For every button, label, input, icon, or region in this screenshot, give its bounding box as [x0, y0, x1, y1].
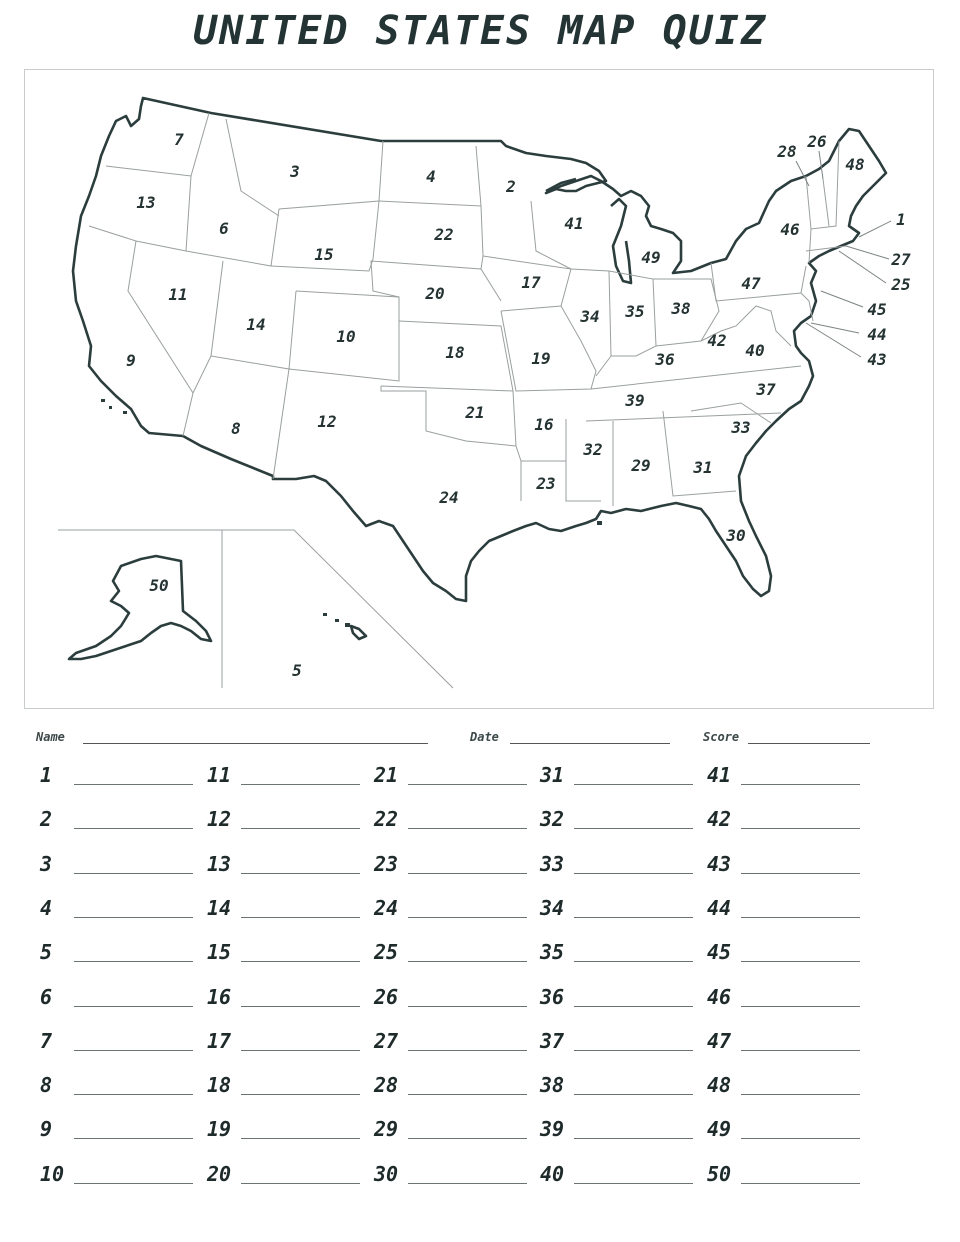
map-label: 31 [693, 458, 713, 477]
answer-number: 7 [40, 1029, 53, 1053]
answer-number: 26 [374, 985, 399, 1009]
answer-number: 6 [40, 985, 53, 1009]
answer-number: 39 [540, 1117, 565, 1141]
map-label: 12 [317, 412, 337, 431]
answer-blank[interactable] [241, 1050, 360, 1051]
answer-number: 20 [207, 1162, 232, 1186]
answer-blank[interactable] [574, 784, 693, 785]
answer-blank[interactable] [241, 1006, 360, 1007]
answer-number: 49 [707, 1117, 732, 1141]
map-label: 14 [246, 315, 266, 334]
answer-blank[interactable] [241, 1094, 360, 1095]
inset-divider [58, 530, 453, 688]
answer-blank[interactable] [241, 961, 360, 962]
map-label: 21 [465, 403, 485, 422]
quiz-title: UNITED STATES MAP QUIZ [193, 8, 767, 54]
answer-blank[interactable] [74, 1138, 193, 1139]
answer-blank[interactable] [574, 1183, 693, 1184]
answer-number: 11 [207, 763, 232, 787]
answer-blank[interactable] [241, 828, 360, 829]
answer-number: 46 [707, 985, 732, 1009]
answer-blank[interactable] [241, 784, 360, 785]
map-label: 3 [290, 162, 300, 181]
answer-blank[interactable] [741, 1050, 860, 1051]
answer-number: 30 [374, 1162, 399, 1186]
answer-number: 12 [207, 807, 232, 831]
map-label: 46 [780, 220, 800, 239]
answer-blank[interactable] [74, 1050, 193, 1051]
answer-number: 4 [40, 896, 53, 920]
map-label: 32 [583, 440, 603, 459]
answer-number: 42 [707, 807, 732, 831]
map-label: 29 [631, 456, 651, 475]
answer-blank[interactable] [408, 917, 527, 918]
date-label: Date [470, 730, 499, 744]
answer-blank[interactable] [741, 1094, 860, 1095]
map-label: 22 [434, 225, 454, 244]
answer-blank[interactable] [574, 873, 693, 874]
answer-number: 37 [540, 1029, 565, 1053]
map-label: 25 [891, 275, 911, 294]
answer-blank[interactable] [408, 1094, 527, 1095]
answer-number: 27 [374, 1029, 399, 1053]
answer-number: 36 [540, 985, 565, 1009]
answer-blank[interactable] [74, 784, 193, 785]
map-label: 11 [168, 285, 188, 304]
answer-number: 15 [207, 940, 232, 964]
answer-number: 18 [207, 1073, 232, 1097]
map-label: 6 [219, 219, 229, 238]
answer-blank[interactable] [408, 961, 527, 962]
answer-blank[interactable] [741, 873, 860, 874]
map-label: 13 [136, 193, 156, 212]
alaska-outline [69, 556, 211, 659]
answer-number: 35 [540, 940, 565, 964]
map-label: 16 [534, 415, 554, 434]
answer-blank[interactable] [74, 961, 193, 962]
map-label: 34 [580, 307, 600, 326]
answer-blank[interactable] [241, 1183, 360, 1184]
map-label: 40 [745, 341, 765, 360]
map-label: 39 [625, 391, 645, 410]
us-map [25, 70, 935, 710]
answer-number: 21 [374, 763, 399, 787]
map-label: 2 [506, 177, 516, 196]
answer-blank[interactable] [574, 961, 693, 962]
map-label: 44 [867, 325, 887, 344]
answer-number: 25 [374, 940, 399, 964]
answer-blank[interactable] [408, 828, 527, 829]
map-label: 8 [231, 419, 241, 438]
answer-blank[interactable] [74, 1094, 193, 1095]
islands [101, 399, 602, 627]
answer-number: 17 [207, 1029, 232, 1053]
answer-number: 33 [540, 852, 565, 876]
answer-blank[interactable] [408, 1006, 527, 1007]
map-label: 45 [867, 300, 887, 319]
map-label: 36 [655, 350, 675, 369]
answer-number: 13 [207, 852, 232, 876]
answer-number: 10 [40, 1162, 65, 1186]
answer-number: 48 [707, 1073, 732, 1097]
answer-blank[interactable] [741, 1138, 860, 1139]
map-label: 38 [671, 299, 691, 318]
hawaii-outline [351, 626, 366, 639]
answer-number: 14 [207, 896, 232, 920]
answer-blank[interactable] [574, 1138, 693, 1139]
map-label: 41 [564, 214, 584, 233]
answer-number: 44 [707, 896, 732, 920]
map-label: 1 [896, 210, 906, 229]
answer-blank[interactable] [74, 828, 193, 829]
map-label: 18 [445, 343, 465, 362]
answer-blank[interactable] [408, 784, 527, 785]
map-label: 10 [336, 327, 356, 346]
score-field[interactable] [748, 743, 870, 744]
answer-number: 31 [540, 763, 565, 787]
answer-blank[interactable] [408, 873, 527, 874]
answer-blank[interactable] [408, 1050, 527, 1051]
map-label: 42 [707, 331, 727, 350]
answer-number: 8 [40, 1073, 53, 1097]
map-label: 35 [625, 302, 645, 321]
answer-blank[interactable] [74, 1006, 193, 1007]
answer-blank[interactable] [741, 1183, 860, 1184]
answer-blank[interactable] [574, 1006, 693, 1007]
map-label: 47 [741, 274, 761, 293]
answer-blank[interactable] [574, 1094, 693, 1095]
date-field[interactable] [510, 743, 670, 744]
answer-number: 3 [40, 852, 53, 876]
answer-number: 38 [540, 1073, 565, 1097]
answer-number: 22 [374, 807, 399, 831]
answer-blank[interactable] [241, 873, 360, 874]
answer-number: 40 [540, 1162, 565, 1186]
answer-blank[interactable] [241, 1138, 360, 1139]
answer-number: 32 [540, 807, 565, 831]
answer-number: 9 [40, 1117, 53, 1141]
answer-number: 43 [707, 852, 732, 876]
answer-blank[interactable] [408, 1138, 527, 1139]
map-label: 48 [845, 155, 865, 174]
name-field[interactable] [83, 743, 428, 744]
answer-blank[interactable] [74, 917, 193, 918]
answer-blank[interactable] [741, 784, 860, 785]
map-label: 37 [756, 380, 776, 399]
answer-blank[interactable] [741, 1006, 860, 1007]
answer-number: 47 [707, 1029, 732, 1053]
answer-blank[interactable] [574, 828, 693, 829]
answer-blank[interactable] [741, 828, 860, 829]
map-label: 43 [867, 350, 887, 369]
answer-blank[interactable] [74, 1183, 193, 1184]
answer-blank[interactable] [574, 917, 693, 918]
map-label: 7 [174, 130, 184, 149]
answer-number: 16 [207, 985, 232, 1009]
answer-number: 45 [707, 940, 732, 964]
answer-number: 2 [40, 807, 53, 831]
answer-number: 41 [707, 763, 732, 787]
map-label: 19 [531, 349, 551, 368]
answer-number: 23 [374, 852, 399, 876]
score-label: Score [703, 730, 740, 744]
map-label: 26 [807, 132, 827, 151]
answer-number: 5 [40, 940, 53, 964]
map-label: 27 [891, 250, 911, 269]
lake-michigan-shore [611, 199, 631, 283]
answer-blank[interactable] [741, 917, 860, 918]
map-frame [24, 69, 934, 709]
map-label: 50 [149, 576, 169, 595]
answer-number: 28 [374, 1073, 399, 1097]
answer-number: 50 [707, 1162, 732, 1186]
map-label: 17 [521, 273, 541, 292]
answer-number: 24 [374, 896, 399, 920]
map-label: 28 [777, 142, 797, 161]
answer-blank[interactable] [408, 1183, 527, 1184]
map-label: 33 [731, 418, 751, 437]
map-label: 23 [536, 474, 556, 493]
answer-number: 29 [374, 1117, 399, 1141]
answer-blank[interactable] [74, 873, 193, 874]
map-label: 4 [426, 167, 436, 186]
map-label: 49 [641, 248, 661, 267]
answer-blank[interactable] [574, 1050, 693, 1051]
map-label: 5 [292, 661, 302, 680]
map-label: 24 [439, 488, 459, 507]
map-label: 30 [726, 526, 746, 545]
map-label: 9 [126, 351, 136, 370]
answer-number: 19 [207, 1117, 232, 1141]
map-label: 15 [314, 245, 334, 264]
answer-blank[interactable] [741, 961, 860, 962]
answer-number: 34 [540, 896, 565, 920]
name-label: Name [36, 730, 65, 744]
answer-number: 1 [40, 763, 53, 787]
map-label: 20 [425, 284, 445, 303]
answer-blank[interactable] [241, 917, 360, 918]
